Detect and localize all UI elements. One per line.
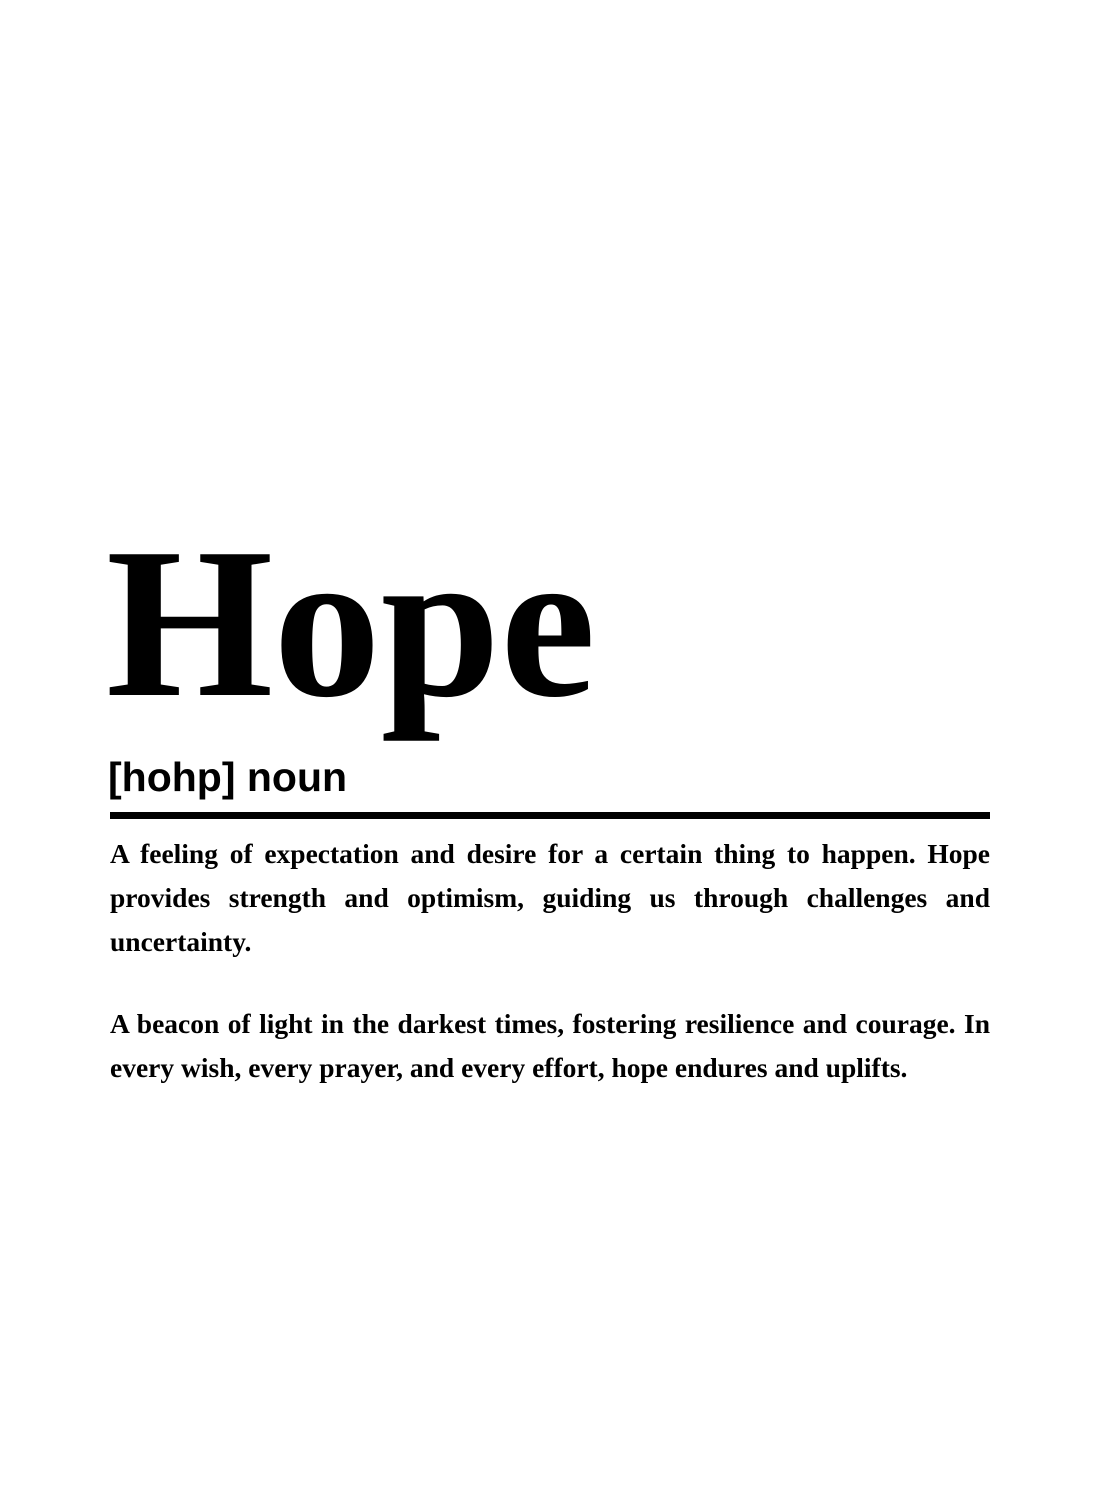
pronunciation-label: [hohp] noun — [108, 754, 348, 800]
definition-paragraph-1 — [110, 832, 990, 964]
divider-rule — [110, 812, 990, 819]
definition-line: A beacon of light in the darkest times, fostering resilience and courage. In — [110, 1008, 990, 1039]
definition-line: every wish, every prayer, and every effort, hope endures and uplifts. — [110, 1052, 908, 1083]
definition-line: A feeling of expectation and desire for a certain thing to happen. Hope — [110, 838, 990, 869]
definition-line: provides strength and optimism, guiding us through challenges and — [110, 882, 990, 913]
definition-line: uncertainty. — [110, 926, 252, 957]
definition-paragraph-2 — [110, 1002, 990, 1090]
word-title: Hope — [106, 503, 596, 742]
